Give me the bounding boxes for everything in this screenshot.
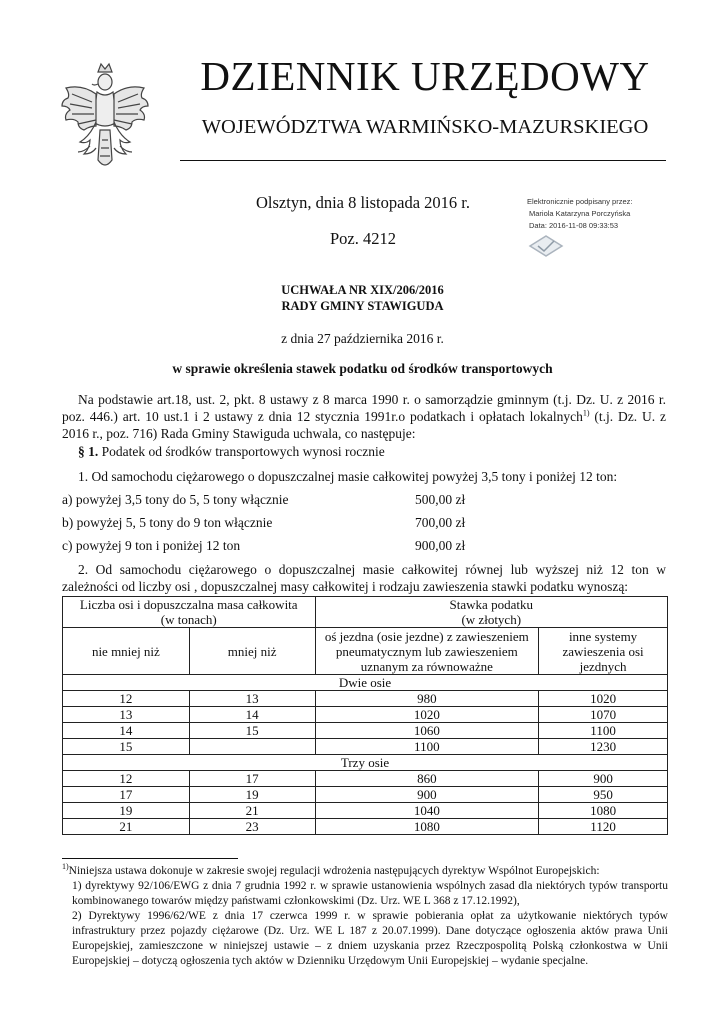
cell-other: 1020 [539, 691, 668, 707]
tax-item-amount: 700,00 zł [415, 515, 466, 530]
cell-max: 23 [189, 819, 315, 835]
cell-other: 1230 [539, 739, 668, 755]
table-row [63, 819, 668, 835]
column-header-other-line: jezdnych [579, 658, 627, 674]
cell-max: 17 [189, 771, 315, 787]
cell-max: 19 [189, 787, 315, 803]
signature-line-1: Elektronicznie podpisany przez: [527, 197, 633, 206]
footnote-reference: 1) [582, 408, 590, 418]
footnote-line [62, 864, 668, 879]
cell-min: 15 [63, 739, 190, 755]
column-header-other [539, 628, 668, 675]
preamble-text-before: Na podstawie art.18, ust. 2, pkt. 8 ustawy z 8 marca 1990 r. o samorządzie gminnym (t.j. Dz. U. z 2016 r. poz. 446.) art. 10 ust.1 i 2 ustawy z dnia 12 stycznia 1991r.o podatkach i opłatach lokalnych [62, 392, 666, 424]
cell-max [189, 739, 315, 755]
eagle-emblem-icon [60, 60, 150, 175]
journal-subtitle: WOJEWÓDZTWA WARMIŃSKO-MAZURSKIEGO [201, 116, 649, 138]
tax-item [62, 492, 666, 508]
signature-line-3: Data: 2016-11-08 09:33:53 [529, 221, 619, 230]
cell-min: 19 [63, 803, 190, 819]
table-header-rate-line: Stawka podatku [449, 597, 533, 612]
footnote-line: 1) dyrektywy 92/106/EWG z dnia 7 grudnia 1992 r. w sprawie ustanowienia wspólnych zasad dla niektórych typów transportu kombinowanego towarów między państwami członkowskimi (Dz. Urz. WE L 368 z 17.12.1992), [72, 880, 668, 907]
tax-item [62, 538, 666, 554]
resolution-number: UCHWAŁA NR XIX/206/2016 [281, 283, 444, 297]
cell-min: 12 [63, 771, 190, 787]
tax-item-label: b) powyżej 5, 5 tony do 9 ton włącznie [62, 515, 273, 530]
column-header-other-line: zawieszenia osi [562, 643, 644, 659]
point-1-text: 1. Od samochodu ciężarowego o dopuszczalnej masie całkowitej powyżej 3,5 tony i poniżej 12 ton: [78, 469, 618, 484]
cell-min: 12 [63, 691, 190, 707]
table-row [63, 771, 668, 787]
point-2-text: 2. Od samochodu ciężarowego o dopuszczalnej masie całkowitej równej lub wyższej niż 12 ton w zależności od liczby osi , dopuszczalnej masy całkowitej i rodzaju zawieszenia stawki podatku wynoszą: [62, 562, 666, 594]
cell-max: 14 [189, 707, 315, 723]
footnote-mark: 1) [62, 862, 69, 872]
cell-pneumatic: 1040 [315, 803, 539, 819]
table-header-rate-unit: (w złotych) [461, 612, 522, 627]
tax-item-label: c) powyżej 9 ton i poniżej 12 ton [62, 538, 241, 553]
table-header-axles [63, 597, 316, 628]
preamble-paragraph [62, 391, 666, 442]
cell-other: 1120 [539, 819, 668, 835]
resolution-date: z dnia 27 października 2016 r. [281, 331, 444, 346]
footnote-line: 2) Dyrektywy 1996/62/WE z dnia 17 czerwca 1999 r. w sprawie pobierania opłat za użytkowanie niektórych typów infrastruktury przez pojazdy ciężarowe (Dz. Urz. WE L 187 z 20.07.1999). Dane dotyczące ogłoszenia aktów prawa Unii Europejskiej, zamieszczone w niniejszej ustawie – z dniem uzyskania przez Rzeczpospolitą Polską członkostwa w Unii Europejskiej – dotyczą ogłoszenia tych aktów w Dzienniku Urzędowym Unii Europejskiej – wydanie specjalne. [72, 910, 668, 967]
section-1-text: Podatek od środków transportowych wynosi rocznie [98, 444, 385, 459]
preamble-text-after: (t.j. Dz. U. z 2016 r., poz. 716) Rada Gminy Stawiguda uchwala, co następuje: [62, 409, 666, 441]
tax-item-amount: 900,00 zł [415, 538, 466, 553]
resolution-body: RADY GMINY STAWIGUDA [281, 299, 444, 313]
resolution-heading [0, 282, 725, 314]
table-row [63, 803, 668, 819]
cell-pneumatic: 900 [315, 787, 539, 803]
table-row [63, 787, 668, 803]
cell-pneumatic: 1060 [315, 723, 539, 739]
cell-pneumatic: 1020 [315, 707, 539, 723]
cell-other: 1100 [539, 723, 668, 739]
table-row [63, 739, 668, 755]
cell-pneumatic: 980 [315, 691, 539, 707]
column-header-max: mniej niż [189, 628, 315, 675]
header-divider [180, 160, 666, 161]
cell-max: 13 [189, 691, 315, 707]
place-date: Olsztyn, dnia 8 listopada 2016 r. [255, 193, 471, 212]
tax-item [62, 515, 666, 531]
group-label: Dwie osie [63, 675, 668, 691]
section-1-mark: § 1. [78, 444, 99, 459]
cell-min: 21 [63, 819, 190, 835]
footnote-text: Niniejsza ustawa dokonuje w zakresie swojej regulacji wdrożenia następujących dyrektyw Wspólnot Europejskich: [68, 865, 600, 877]
column-header-pneumatic-line: pneumatycznym lub zawieszeniem [335, 643, 518, 659]
table-header-axles-line: Liczba osi i dopuszczalna masa całkowita [79, 597, 298, 612]
position-number: Poz. 4212 [330, 229, 396, 248]
resolution-subject: w sprawie określenia stawek podatku od środków transportowych [172, 361, 553, 376]
cell-min: 17 [63, 787, 190, 803]
cell-other: 950 [539, 787, 668, 803]
tax-item-label: a) powyżej 3,5 tony do 5, 5 tony włącznie [62, 492, 289, 507]
table-row [63, 707, 668, 723]
column-header-other-line: inne systemy [568, 628, 638, 644]
signature-check-icon [528, 234, 588, 258]
tax-item-amount: 500,00 zł [415, 492, 466, 507]
cell-other: 900 [539, 771, 668, 787]
cell-max: 21 [189, 803, 315, 819]
cell-pneumatic: 1100 [315, 739, 539, 755]
cell-pneumatic: 1080 [315, 819, 539, 835]
column-header-pneumatic-line: oś jezdna (osie jezdne) z zawieszeniem [324, 628, 529, 644]
table-row [63, 691, 668, 707]
table-header-rate [315, 597, 668, 628]
group-label: Trzy osie [63, 755, 668, 771]
column-header-pneumatic-line: uznanym za równoważne [360, 658, 493, 674]
cell-pneumatic: 860 [315, 771, 539, 787]
column-header-min: nie mniej niż [63, 628, 190, 675]
signature-line-2: Mariola Katarzyna Porczyńska [529, 209, 631, 218]
section-1-paragraph [62, 443, 666, 460]
electronic-signature [527, 196, 677, 232]
table-header-axles-unit: (w tonach) [160, 612, 217, 627]
cell-max: 15 [189, 723, 315, 739]
footnote-divider [62, 858, 238, 859]
column-header-pneumatic [315, 628, 539, 675]
cell-min: 13 [63, 707, 190, 723]
journal-title: DZIENNIK URZĘDOWY [200, 53, 650, 99]
cell-other: 1070 [539, 707, 668, 723]
cell-other: 1080 [539, 803, 668, 819]
cell-min: 14 [63, 723, 190, 739]
table-row [63, 723, 668, 739]
tax-rates-table [62, 596, 668, 835]
footnote [62, 864, 668, 969]
